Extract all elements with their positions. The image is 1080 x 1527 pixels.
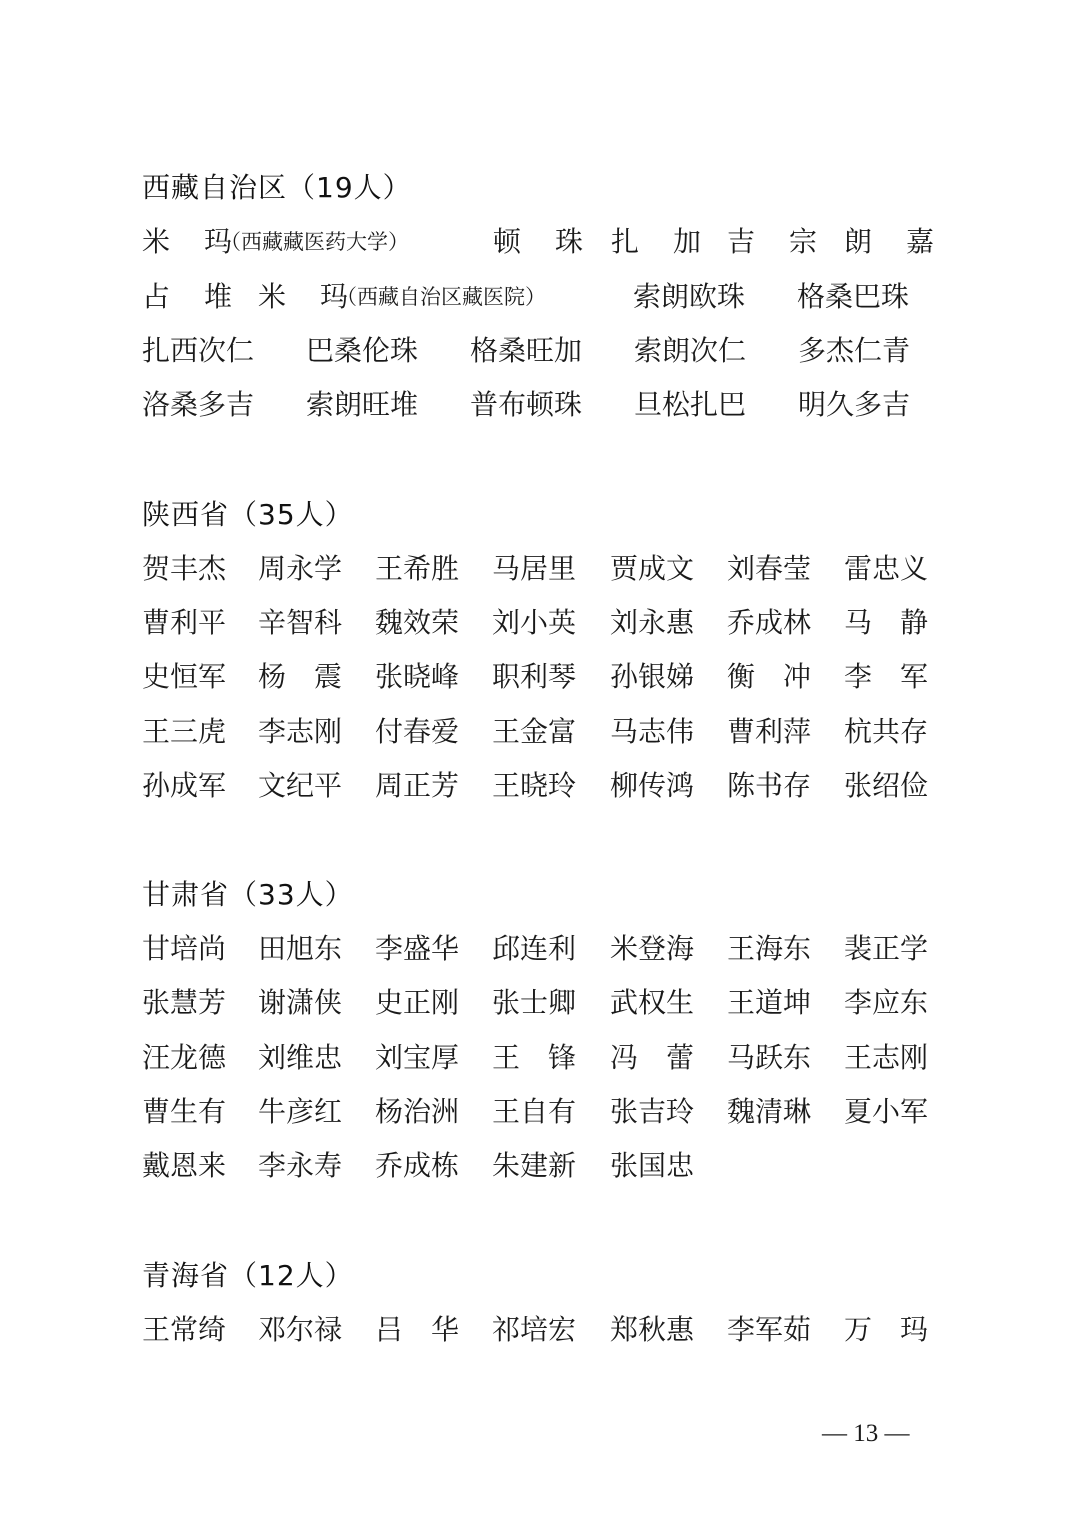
list-item: 牛彦红 <box>258 1095 343 1128</box>
list-item: 王希胜 <box>375 552 460 585</box>
list-item: 曹利平 <box>142 606 227 639</box>
list-item: 杭共存 <box>844 715 929 748</box>
list-item: 乔成林 <box>727 606 812 639</box>
list-item: 李 军 <box>844 660 929 693</box>
section-heading-shaanxi: 陕西省（35人） <box>142 498 354 531</box>
list-item: 吉 宗 <box>727 225 821 258</box>
list-item: 李军茹 <box>727 1313 812 1346</box>
page-number: — 13 — <box>822 1420 910 1447</box>
list-item: 乔成栋 <box>375 1149 460 1182</box>
list-item: 文纪平 <box>258 769 343 802</box>
list-item: 格桑旺加 <box>470 334 583 367</box>
list-item: 杨治洲 <box>375 1095 460 1128</box>
list-item: 扎西次仁 <box>142 334 255 367</box>
list-item: 郑秋惠 <box>610 1313 695 1346</box>
list-item: 贺丰杰 <box>142 552 227 585</box>
list-item: 谢潇侠 <box>258 986 343 1019</box>
list-item: 王道坤 <box>727 986 812 1019</box>
list-item: 米 玛 <box>258 280 352 313</box>
affiliation-note: （西藏藏医药大学） <box>220 230 409 254</box>
list-item: 张国忠 <box>610 1149 695 1182</box>
list-item: 米登海 <box>610 932 695 965</box>
list-item: 杨 震 <box>258 660 343 693</box>
list-item: 衡 冲 <box>727 660 812 693</box>
list-item: 张绍俭 <box>844 769 929 802</box>
list-item: 裴正学 <box>844 932 929 965</box>
list-item: 马志伟 <box>610 715 695 748</box>
name-row <box>0 766 1080 806</box>
list-item: 王 锋 <box>492 1041 577 1074</box>
list-item: 马 静 <box>844 606 929 639</box>
name-row <box>0 657 1080 697</box>
name-row <box>0 1092 1080 1132</box>
name-row <box>0 549 1080 589</box>
list-item: 普布顿珠 <box>470 388 583 421</box>
list-item: 马居里 <box>492 552 577 585</box>
list-item: 李永寿 <box>258 1149 343 1182</box>
list-item: 李盛华 <box>375 932 460 965</box>
list-item: 王自有 <box>492 1095 577 1128</box>
name-row <box>0 331 1080 371</box>
list-item: 王晓玲 <box>492 769 577 802</box>
list-item: 万 玛 <box>844 1313 929 1346</box>
name-row <box>0 277 1080 317</box>
name-row <box>0 222 1080 262</box>
list-item: 明久多吉 <box>798 388 911 421</box>
list-item: 米 玛 <box>142 225 236 258</box>
list-item: 邱连利 <box>492 932 577 965</box>
list-item: 马跃东 <box>727 1041 812 1074</box>
list-item: 王常绮 <box>142 1313 227 1346</box>
list-item: 贾成文 <box>610 552 695 585</box>
list-item: 田旭东 <box>258 932 343 965</box>
list-item: 索朗次仁 <box>634 334 747 367</box>
list-item: 张晓峰 <box>375 660 460 693</box>
list-item: 祁培宏 <box>492 1313 577 1346</box>
list-item: 付春爱 <box>375 715 460 748</box>
list-item: 曹利萍 <box>727 715 812 748</box>
list-item: 旦松扎巴 <box>634 388 747 421</box>
list-item: 王海东 <box>727 932 812 965</box>
list-item: 张慧芳 <box>142 986 227 1019</box>
name-row <box>0 385 1080 425</box>
list-item: 刘春莹 <box>727 552 812 585</box>
list-item: 李志刚 <box>258 715 343 748</box>
list-item: 刘永惠 <box>610 606 695 639</box>
list-item: 李应东 <box>844 986 929 1019</box>
list-item: 冯 蕾 <box>610 1041 695 1074</box>
name-row <box>0 983 1080 1023</box>
list-item: 魏清琳 <box>727 1095 812 1128</box>
name-row <box>0 1310 1080 1350</box>
list-item: 孙成军 <box>142 769 227 802</box>
list-item: 邓尔禄 <box>258 1313 343 1346</box>
section-heading-xizang: 西藏自治区（19人） <box>142 171 412 204</box>
list-item: 刘宝厚 <box>375 1041 460 1074</box>
list-item: 史正刚 <box>375 986 460 1019</box>
list-item: 夏小军 <box>844 1095 929 1128</box>
list-item: 王志刚 <box>844 1041 929 1074</box>
list-item: 雷忠义 <box>844 552 929 585</box>
list-item: 魏效荣 <box>375 606 460 639</box>
list-item: 曹生有 <box>142 1095 227 1128</box>
list-item: 吕 华 <box>375 1313 460 1346</box>
list-item: 辛智科 <box>258 606 343 639</box>
list-item: 索朗欧珠 <box>633 280 746 313</box>
list-item: 史恒军 <box>142 660 227 693</box>
list-item: 朗 嘉 <box>844 225 938 258</box>
name-row <box>0 1038 1080 1078</box>
list-item: 张士卿 <box>492 986 577 1019</box>
list-item: 占 堆 <box>142 280 236 313</box>
list-item: 格桑巴珠 <box>797 280 910 313</box>
list-item: 索朗旺堆 <box>306 388 419 421</box>
section-heading-gansu: 甘肃省（33人） <box>142 878 354 911</box>
name-row <box>0 712 1080 752</box>
list-item: 刘小英 <box>492 606 577 639</box>
list-item: 扎 加 <box>611 225 705 258</box>
list-item: 甘培尚 <box>142 932 227 965</box>
list-item: 朱建新 <box>492 1149 577 1182</box>
list-item: 王三虎 <box>142 715 227 748</box>
list-item: 孙银娣 <box>610 660 695 693</box>
list-item: 陈书存 <box>727 769 812 802</box>
list-item: 多杰仁青 <box>798 334 911 367</box>
name-row <box>0 1146 1080 1186</box>
list-item: 顿 珠 <box>493 225 587 258</box>
list-item: 汪龙德 <box>142 1041 227 1074</box>
section-heading-qinghai: 青海省（12人） <box>142 1259 354 1292</box>
list-item: 武权生 <box>610 986 695 1019</box>
list-item: 张吉玲 <box>610 1095 695 1128</box>
name-row <box>0 603 1080 643</box>
affiliation-note: （西藏自治区藏医院） <box>336 285 546 309</box>
list-item: 巴桑伦珠 <box>306 334 419 367</box>
list-item: 刘维忠 <box>258 1041 343 1074</box>
name-row <box>0 929 1080 969</box>
list-item: 洛桑多吉 <box>142 388 255 421</box>
list-item: 职利琴 <box>492 660 577 693</box>
list-item: 柳传鸿 <box>610 769 695 802</box>
list-item: 周正芳 <box>375 769 460 802</box>
list-item: 戴恩来 <box>142 1149 227 1182</box>
list-item: 周永学 <box>258 552 343 585</box>
list-item: 王金富 <box>492 715 577 748</box>
